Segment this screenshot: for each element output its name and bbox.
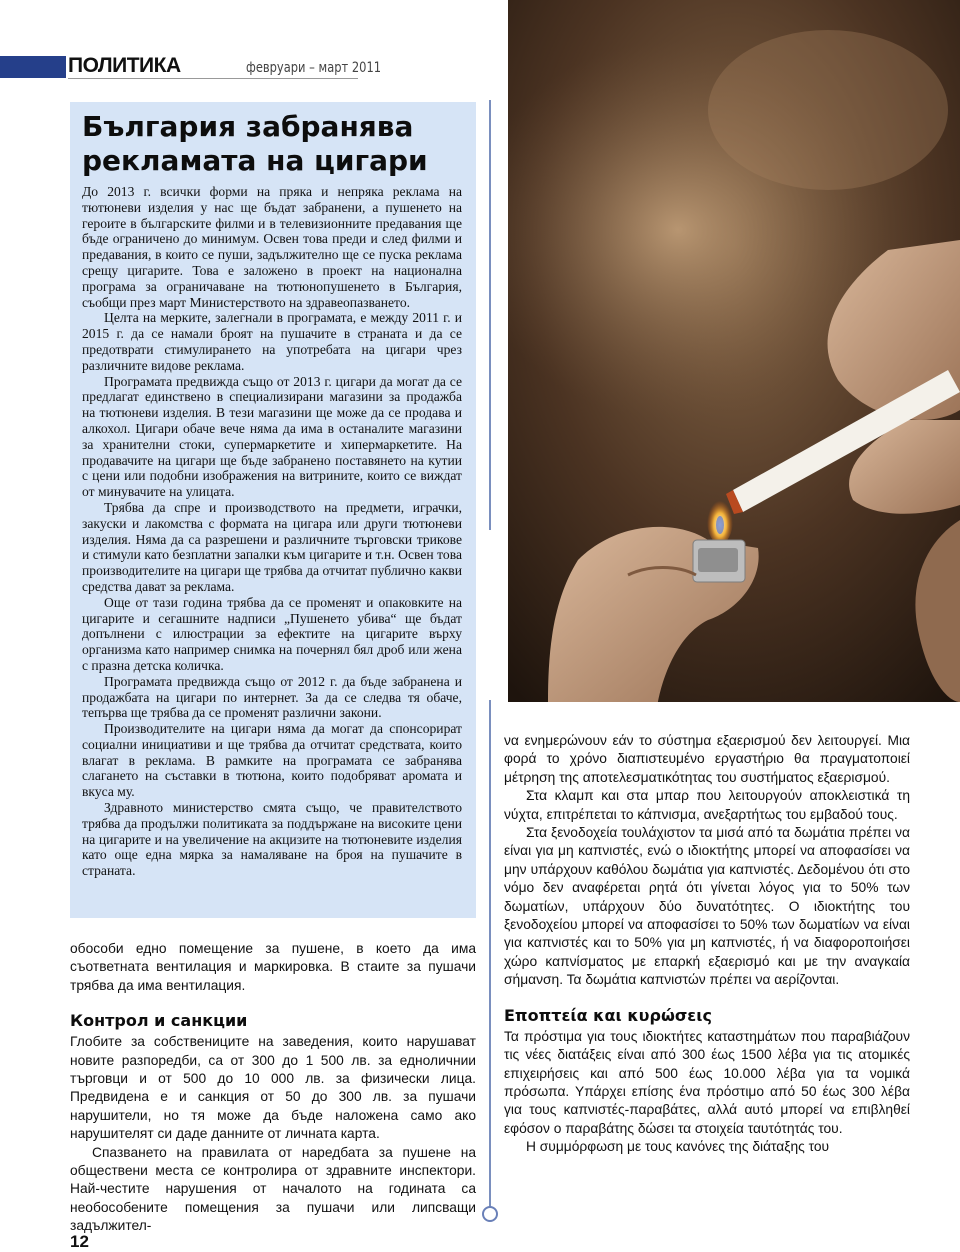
article-end-marker-icon (482, 1206, 498, 1222)
page-number: 12 (70, 1232, 89, 1251)
sidebar-paragraph: До 2013 г. всички форми на пряка и непряка реклама на тютюневи изделия у нас ще бъдат забранени, а пушенето на героите в българските филми и в телевизионните предавания ще бъде ограничено до минимум. Освен това преди и след филми и предавания, в които се пуши, задължително ще се пуска реклама срещу цигарите. Това е заложено в проект на национална програма за ограничаване на тютюнопушенето в България, съобщи през март Министерството на здравеопазването. (82, 184, 462, 310)
sidebar-paragraph: Програмата предвижда също от 2013 г. цигари да могат да се предлагат единствено в специализирани магазини за продажба на тютюневи изделия. В тези магазини ще може да се продава и алкохол. Цигари обаче вече няма да има в останалите магазини за хранителни стоки, супермаркетите и хипермаркетите. На продавачите на цигари ще бъде забранено поставянето на кутии с цени или подобни изображения на витрините, които се виждат от минувачите на улицата. (82, 373, 462, 500)
section-color-bar (0, 56, 66, 78)
body-paragraph: Η συμμόρφωση με τους κανόνες της διάταξης του (526, 1139, 830, 1155)
body-paragraph: Στα κλαμπ και στα μπαρ που λειτουργούν αποκλειστικά τη νύχτα, επιτρέπεται το κάπνισμα, ανεξαρτήτως του εμβαδού τους. (504, 788, 910, 822)
body-paragraph: Στα ξενοδοχεία τουλάχιστον τα μισά από τα δωμάτια πρέπει να είναι για μη καπνιστές, ενώ ο ιδιοκτήτης μπορεί να αποφασίσει να μην υπάρχουν καθόλου δωμάτια για καπνιστές. Δεδομένου ότι στο νόμο δεν αναφέρεται ρητά ότι γίνεται λόγος για το 50% των δωματίων, υπάρχουν δύο δυνατότητες. Ο ιδιοκτήτης του ξενοδοχείου μπορεί να αποφασίσει το 50% των δωματίων να είναι για καπνιστές και το 50% για μη καπνιστές, ή να διαφοροποιήσει χώρο καπνίσματος με επαρκή εξαερισμό και με την αναγκαία σήμανση. Τα δωμάτια καπνιστών πρέπει να αερίζονται. (504, 825, 910, 988)
sidebar-paragraph: Здравното министерство смята също, че правителството трябва да продължи политиката за поддържане на високите цени на цигарите и на увеличение на акцизите на тютюневите изделия като още една мярка за намаляване на броя на пушачите в страната. (82, 800, 462, 879)
body-paragraph: обособи едно помещение за пушене, в което да има съответната вентилация и маркировка. В стаите за пушачи трябва да има вентилация. (70, 941, 476, 993)
section-title: ПОЛИТИКА (68, 54, 181, 77)
sidebar-paragraph: Програмата предвижда също от 2012 г. да бъде забранена и продажбата на цигари по интернет. За да се следва тя обаче, тепърва ще трябва да се променят различни закони. (82, 673, 462, 721)
column-divider-top (489, 100, 491, 530)
sidebar-article-body (82, 184, 462, 879)
subheading-supervision-penalties: Εποπτεία και κυρώσεις (504, 1005, 712, 1025)
sidebar-article-title: България забранява рекламата на цигари (82, 110, 428, 177)
cigarette-lighting-photo (508, 0, 960, 702)
sidebar-paragraph: Трябва да спре и производството на предмети, играчки, закуски и лакомства с формата на цигара или други тютюневи изделия. Няма да са разрешени и различните търговски трикове и стимули като безплатни запалки към цигарите и т.н. Освен това производителите на цигари ще трябва да отчитат публично какви средства дават за реклама. (82, 499, 462, 594)
header-divider (68, 78, 358, 79)
body-paragraph: Τα πρόστιμα για τους ιδιοκτήτες καταστημάτων που παραβιάζουν τις νέες διατάξεις είναι από 300 έως 1500 λέβα για τις ατομικές επιχειρήσεις και από 500 έως 10.000 λέβα για τα νομικά πρόσωπα. Υπάρχει επίσης ένα πρόστιμο από 50 έως 300 λέβα για τους καπνιστές-παραβάτες, αλλά αυτό μπορεί να επιβληθεί εφόσον ο παραβάτης δώσει τα στοιχεία ταυτότητάς του. (504, 1028, 910, 1136)
main-article-left-column (70, 940, 476, 1236)
issue-date: февруари – март 2011 (246, 60, 382, 76)
sidebar-paragraph: Целта на мерките, залегнали в програмата, е между 2011 г. и 2015 г. да се намали броят на пушачите в страната и да се предотврати стимулирането на употребата на цигари чрез различните видове реклама. (82, 310, 462, 373)
subheading-control-sanctions: Контрол и санкции (70, 1011, 248, 1031)
main-article-right-column (504, 732, 910, 1157)
body-paragraph: να ενημερώνουν εάν το σύστημα εξαερισμού δεν λειτουργεί. Μια φορά το χρόνο διαπιστευμένο εργαστήριο θα πραγματοποιεί μέτρηση της αποτελεσματικότητας του συστήματος εξαερισμού. (504, 733, 910, 785)
column-divider-bottom (489, 700, 491, 1210)
sidebar-paragraph: Още от тази година трябва да се променят и опаковките на цигарите и сегашните надписи „Пушенето убива“ ще бъдат допълнени с илюстрации за ефектите на цигарите върху организма като например снимка на почернял бял дроб или жена с празна детска количка. (82, 594, 462, 673)
sidebar-paragraph: Производителите на цигари няма да могат да спонсорират социални инициативи и ще трябва да отчитат средствата, които влагат в реклама. В рамките на програмата се забранява слагането на съставки в тютюна, които подобряват аромата и вкуса му. (82, 721, 462, 800)
body-paragraph: Глобите за собствениците на заведения, които нарушават новите разпоредби, са от 300 до 1 500 лв. за едноличнии търговци и от 500 до 10 000 лв. за физически лица. Предвидена е и санкция от 50 до 300 лв. за пушачи нарушители, но тя може да бъде наложена само ако нарушителят си даде данните от личната карта. (70, 1034, 476, 1142)
body-paragraph: Спазването на правилата от наредбата за пушене на обществени места се контролира от здравните инспектори. Най-честите нарушения от началото на годината са необособените помещения за пушачи или липсващи задължител- (70, 1144, 476, 1234)
